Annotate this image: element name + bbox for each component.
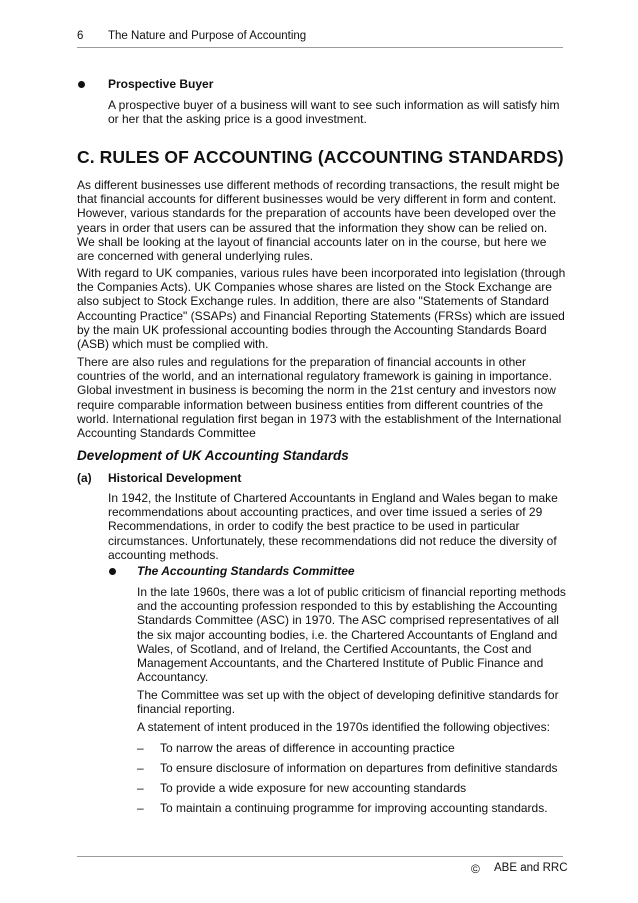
asc-paragraph-3: A statement of intent produced in the 1970s identified the following objectives: <box>137 720 550 734</box>
asc-heading: The Accounting Standards Committee <box>137 564 355 578</box>
dash-marker: – <box>137 741 144 755</box>
asc-paragraph-2: The Committee was set up with the object of developing definitive standards for financial reporting. <box>137 688 559 717</box>
dash-marker: – <box>137 761 144 775</box>
bullet-icon <box>78 81 85 88</box>
dash-marker: – <box>137 801 144 815</box>
bullet-icon <box>109 568 116 575</box>
objective-item: To provide a wide exposure for new accounting standards <box>160 781 467 795</box>
page-number: 6 <box>77 30 84 42</box>
footer-rule <box>77 856 563 857</box>
objective-item: To narrow the areas of difference in accounting practice <box>160 741 455 755</box>
section-c-paragraph-3: There are also rules and regulations for the preparation of financial accounts in other countries of the world, and an international regulatory framework is gaining in importance. Global investment in business is becoming the norm in the 21st century and investors now require comparable information between business entities from different countries of the world. International regulation first began in 1973 with the establishment of the International Accounting Standards Committee <box>77 355 562 441</box>
historical-development-text: In 1942, the Institute of Chartered Accountants in England and Wales began to make recommendations about accounting practices, and over time issued a series of 29 Recommendations, in order to codify the best practice to be used in particular circumstances. Unfortunately, these recommendations did not reduce the diversity of accounting methods. <box>108 491 558 562</box>
dash-marker: – <box>137 781 144 795</box>
development-heading: Development of UK Accounting Standards <box>77 448 349 463</box>
historical-development-heading: Historical Development <box>108 471 242 485</box>
subsection-label: (a) <box>77 471 92 485</box>
section-c-paragraph-2: With regard to UK companies, various rules have been incorporated into legislation (through the Companies Acts). UK Companies whose shares are listed on the Stock Exchange are also subject to Stock Exchange rules. In addition, there are also "Statements of Standard Accounting Practice" (SSAPs) and Financial Reporting Statements (FRSs) which are issued by the main UK professional accounting bodies through the Accounting Standards Board (ASB) which must be complied with. <box>77 266 566 352</box>
prospective-buyer-heading: Prospective Buyer <box>108 77 214 91</box>
objective-item: To ensure disclosure of information on departures from definitive standards <box>160 761 558 775</box>
running-header-title: The Nature and Purpose of Accounting <box>108 30 307 42</box>
objective-item: To maintain a continuing programme for improving accounting standards. <box>160 801 548 815</box>
section-c-paragraph-1: As different businesses use different methods of recording transactions, the result might be that financial accounts for different businesses would be very different in form and content. However, various standards for the preparation of accounts have been developed over the years in order that users can be assured that the information they show can be relied on. We shall be looking at the layout of financial accounts later on in the course, but here we are concerned with general underlying rules. <box>77 178 560 264</box>
asc-paragraph-1: In the late 1960s, there was a lot of public criticism of financial reporting methods and the accounting profession responded to this by establishing the Accounting Standards Committee (ASC) in 1970. The ASC comprised representatives of all the six major accounting bodies, i.e. the Chartered Accountants of England and Wales, of Scotland, and of Ireland, the Certified Accountants, the Cost and Management Accountants, and the Chartered Institute of Public Finance and Accountancy. <box>137 585 566 685</box>
prospective-buyer-text: A prospective buyer of a business will want to see such information as will satisfy him or her that the asking price is a good investment. <box>108 98 560 127</box>
copyright-icon: © <box>471 862 480 876</box>
section-c-heading: C. RULES OF ACCOUNTING (ACCOUNTING STANDARDS) <box>77 147 564 167</box>
header-rule <box>77 47 563 48</box>
footer-text: ABE and RRC <box>494 862 568 874</box>
